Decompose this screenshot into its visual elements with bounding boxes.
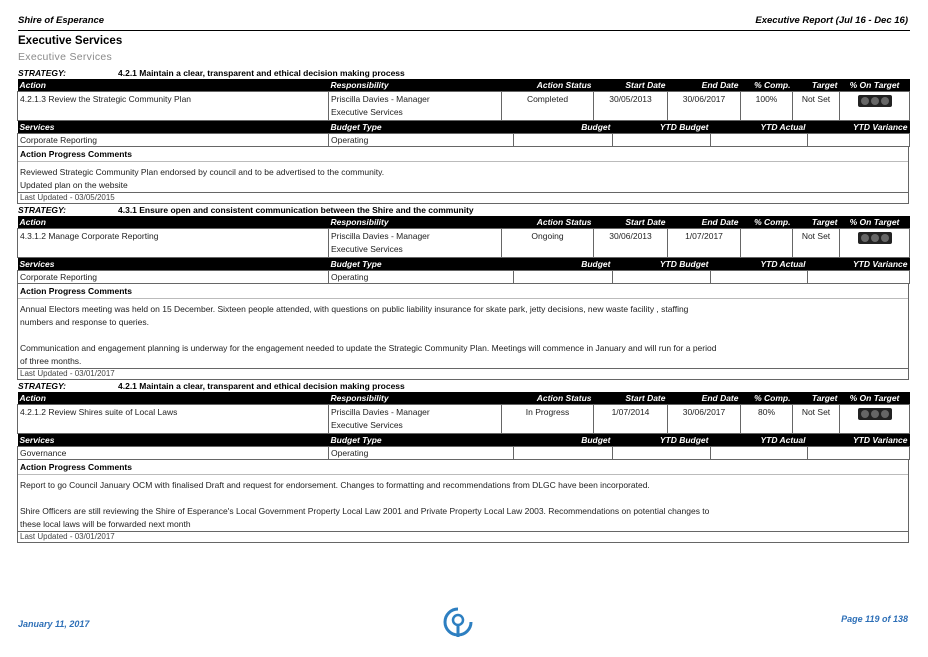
column-header: Action xyxy=(18,79,329,92)
table-row xyxy=(18,134,910,147)
column-header: Action Status xyxy=(502,392,594,405)
column-header: YTD Actual xyxy=(711,434,808,447)
table-row xyxy=(18,447,910,460)
column-header: YTD Budget xyxy=(613,434,711,447)
column-header: Target xyxy=(793,216,840,229)
percent-complete-cell: 80% xyxy=(741,405,793,434)
column-header: Services xyxy=(18,434,329,447)
header-report-title: Executive Report (Jul 16 - Dec 16) xyxy=(755,15,908,26)
percent-complete-cell: 100% xyxy=(741,92,793,121)
services-header-row xyxy=(18,121,910,134)
strategy-label: STRATEGY: xyxy=(18,68,67,78)
column-header: Services xyxy=(18,258,329,271)
column-header: % Comp. xyxy=(741,392,793,405)
ytd-actual-cell xyxy=(711,134,808,147)
ytd-budget-cell xyxy=(613,447,711,460)
council-logo-icon xyxy=(440,606,476,638)
ytd-actual-cell xyxy=(711,271,808,284)
comments-text: Report to go Council January OCM with finalised Draft and request for endorsement. Changes to formatting and recommendations from DLGC have been incorporated. Shire Officers are still reviewing the Shire of Esperance's Local Government Property Local Law 2001 and Private Property Local Law 2003. Recommendations on potential changes to these local laws will be forwarded next month xyxy=(20,480,710,529)
status-cell: Completed xyxy=(502,92,594,121)
header-divider xyxy=(18,30,910,31)
target-cell: Not Set xyxy=(793,92,840,121)
column-header: Action xyxy=(18,216,329,229)
column-header: Budget xyxy=(514,121,613,134)
end-date-cell: 30/06/2017 xyxy=(668,405,741,434)
end-date-cell: 1/07/2017 xyxy=(668,229,741,258)
percent-complete-cell xyxy=(741,229,793,258)
column-header: % Comp. xyxy=(741,216,793,229)
column-header: Target xyxy=(793,79,840,92)
traffic-light-icon xyxy=(858,95,892,107)
target-cell: Not Set xyxy=(793,229,840,258)
column-header: Services xyxy=(18,121,329,134)
comments-heading: Action Progress Comments xyxy=(18,147,908,162)
section-title: Executive Services xyxy=(18,35,123,47)
column-header: End Date xyxy=(668,79,741,92)
column-header: % Comp. xyxy=(741,79,793,92)
ytd-variance-cell xyxy=(808,271,910,284)
table-row xyxy=(18,92,910,121)
action-blocks xyxy=(17,67,909,543)
start-date-cell: 30/06/2013 xyxy=(594,229,668,258)
target-cell: Not Set xyxy=(793,405,840,434)
strategy-text: 4.2.1 Maintain a clear, transparent and ethical decision making process xyxy=(118,381,405,391)
budget-cell xyxy=(514,447,613,460)
action-cell: 4.3.1.2 Manage Corporate Reporting xyxy=(18,229,329,258)
table-row xyxy=(18,405,910,434)
column-header: Action Status xyxy=(502,79,594,92)
table-row xyxy=(18,271,910,284)
budget-type-cell: Operating xyxy=(329,447,514,460)
comments-text: Annual Electors meeting was held on 15 December. Sixteen people attended, with questions on public liability insurance for skate park, jetty decisions, new waste facility , staffing numbers and response to queries. Communication and engagement planning is underway for the engagement needed to update the Strategic Community Plan. Meetings will commence in January and will run for a period of three months. xyxy=(20,304,717,366)
ytd-actual-cell xyxy=(711,447,808,460)
column-header: Responsibility xyxy=(329,216,502,229)
responsibility-cell: Priscilla Davies - Manager Executive Services xyxy=(329,405,502,434)
action-cell: 4.2.1.3 Review the Strategic Community Plan xyxy=(18,92,329,121)
services-table xyxy=(17,434,910,460)
services-header-row xyxy=(18,434,910,447)
column-header: % On Target xyxy=(840,79,910,92)
service-cell: Corporate Reporting xyxy=(18,271,329,284)
column-header: End Date xyxy=(668,392,741,405)
services-header-row xyxy=(18,258,910,271)
action-header-row xyxy=(18,392,910,405)
service-cell: Governance xyxy=(18,447,329,460)
column-header: YTD Actual xyxy=(711,258,808,271)
action-cell: 4.2.1.2 Review Shires suite of Local Laws xyxy=(18,405,329,434)
comments-heading: Action Progress Comments xyxy=(18,284,908,299)
column-header: YTD Variance xyxy=(808,258,910,271)
action-block xyxy=(17,67,909,204)
comments-heading: Action Progress Comments xyxy=(18,460,908,475)
column-header: YTD Budget xyxy=(613,258,711,271)
footer-page-number: Page 119 of 138 xyxy=(841,614,908,624)
start-date-cell: 30/05/2013 xyxy=(594,92,668,121)
column-header: Target xyxy=(793,392,840,405)
action-header-row xyxy=(18,79,910,92)
on-target-cell xyxy=(840,229,910,258)
column-header: Start Date xyxy=(594,79,668,92)
column-header: YTD Variance xyxy=(808,434,910,447)
ytd-variance-cell xyxy=(808,447,910,460)
column-header: YTD Actual xyxy=(711,121,808,134)
column-header: Budget Type xyxy=(329,434,514,447)
column-header: Responsibility xyxy=(329,392,502,405)
column-header: YTD Budget xyxy=(613,121,711,134)
footer-date: January 11, 2017 xyxy=(18,619,90,629)
column-header: Action xyxy=(18,392,329,405)
column-header: Budget Type xyxy=(329,121,514,134)
responsibility-cell: Priscilla Davies - Manager Executive Services xyxy=(329,229,502,258)
strategy-text: 4.2.1 Maintain a clear, transparent and ethical decision making process xyxy=(118,68,405,78)
action-block xyxy=(17,380,909,543)
table-row xyxy=(18,229,910,258)
header-org: Shire of Esperance xyxy=(18,15,105,26)
status-cell: In Progress xyxy=(502,405,594,434)
column-header: Responsibility xyxy=(329,79,502,92)
strategy-label: STRATEGY: xyxy=(18,381,67,391)
column-header: % On Target xyxy=(840,392,910,405)
ytd-variance-cell xyxy=(808,134,910,147)
column-header: % On Target xyxy=(840,216,910,229)
on-target-cell xyxy=(840,405,910,434)
action-table xyxy=(17,216,910,258)
column-header: Budget Type xyxy=(329,258,514,271)
budget-type-cell: Operating xyxy=(329,134,514,147)
traffic-light-icon xyxy=(858,232,892,244)
column-header: YTD Variance xyxy=(808,121,910,134)
strategy-label: STRATEGY: xyxy=(18,205,67,215)
last-updated: Last Updated - 03/01/2017 xyxy=(18,531,908,542)
column-header: Start Date xyxy=(594,392,668,405)
traffic-light-icon xyxy=(858,408,892,420)
start-date-cell: 1/07/2014 xyxy=(594,405,668,434)
strategy-row xyxy=(17,380,909,392)
column-header: End Date xyxy=(668,216,741,229)
end-date-cell: 30/06/2017 xyxy=(668,92,741,121)
strategy-text: 4.3.1 Ensure open and consistent communication between the Shire and the community xyxy=(118,205,474,215)
budget-type-cell: Operating xyxy=(329,271,514,284)
service-cell: Corporate Reporting xyxy=(18,134,329,147)
comments-text: Reviewed Strategic Community Plan endorsed by council and to be advertised to the community. Updated plan on the website xyxy=(20,167,385,190)
budget-cell xyxy=(514,271,613,284)
services-table xyxy=(17,258,910,284)
services-table xyxy=(17,121,910,147)
status-cell: Ongoing xyxy=(502,229,594,258)
strategy-row xyxy=(17,67,909,79)
on-target-cell xyxy=(840,92,910,121)
progress-comments xyxy=(17,147,909,204)
strategy-row xyxy=(17,204,909,216)
budget-cell xyxy=(514,134,613,147)
action-block xyxy=(17,204,909,380)
section-subtitle: Executive Services xyxy=(18,51,113,63)
column-header: Start Date xyxy=(594,216,668,229)
column-header: Budget xyxy=(514,258,613,271)
responsibility-cell: Priscilla Davies - Manager Executive Services xyxy=(329,92,502,121)
progress-comments xyxy=(17,460,909,543)
last-updated: Last Updated - 03/01/2017 xyxy=(18,368,908,379)
action-table xyxy=(17,79,910,121)
column-header: Budget xyxy=(514,434,613,447)
ytd-budget-cell xyxy=(613,134,711,147)
last-updated: Last Updated - 03/05/2015 xyxy=(18,192,908,203)
action-header-row xyxy=(18,216,910,229)
column-header: Action Status xyxy=(502,216,594,229)
progress-comments xyxy=(17,284,909,380)
action-table xyxy=(17,392,910,434)
ytd-budget-cell xyxy=(613,271,711,284)
